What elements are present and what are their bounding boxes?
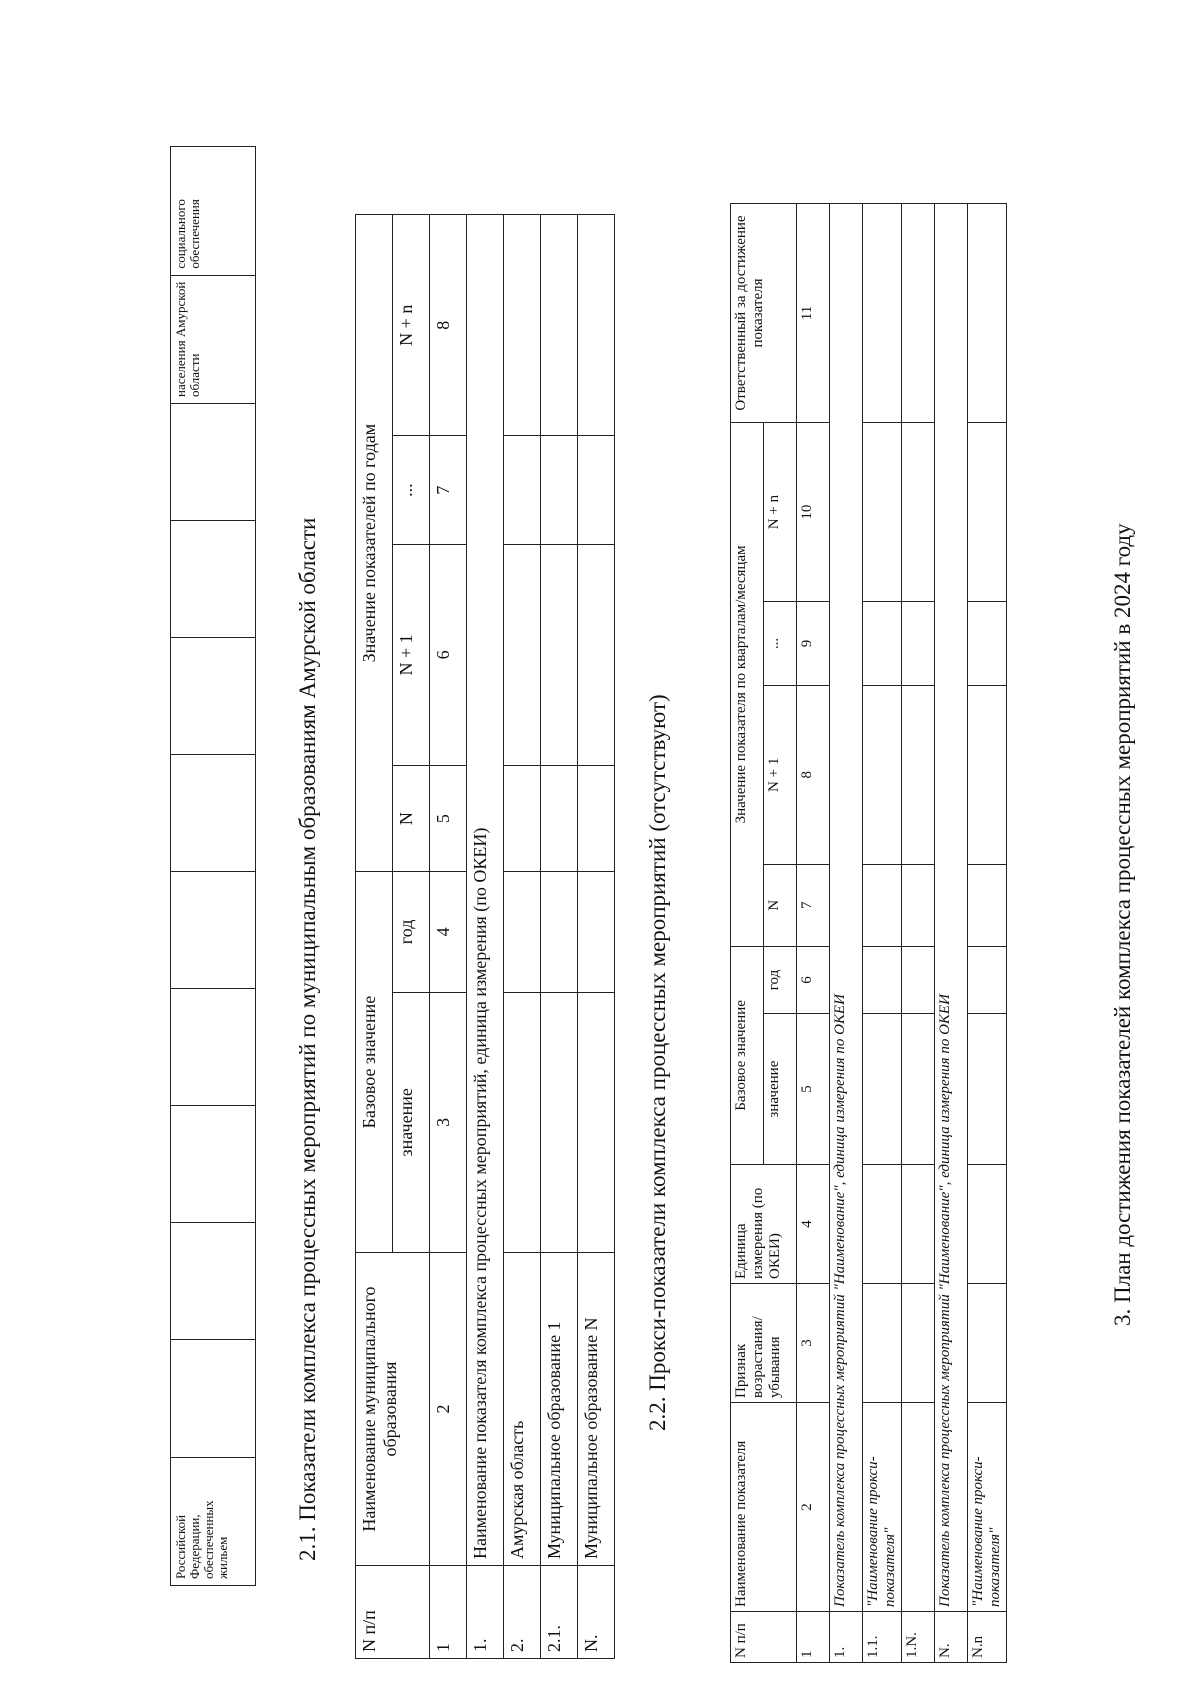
row-text: "Наименование прокси-показателя" (863, 1403, 902, 1612)
header-base-year: год (764, 946, 797, 1013)
header-num: N п/п (731, 1612, 797, 1663)
header-n: N (764, 864, 797, 946)
index-cell: 4 (797, 1165, 830, 1284)
section-2-1-title: 2.1. Показатели комплекса процессных мероприятий по муниципальным образованиям Амурской области (295, 517, 320, 1561)
row-text: Муниципальное образование N (578, 1253, 615, 1566)
header-sign: Признак возрастания/ убывания (731, 1284, 797, 1403)
table-cell (171, 1340, 256, 1457)
index-row (430, 215, 467, 1659)
row-text (902, 1403, 935, 1612)
table-cell: социального обеспечения (171, 147, 256, 276)
row-text: "Наименование прокси-показателя" (968, 1403, 1007, 1612)
index-row (797, 204, 830, 1663)
index-cell: 3 (797, 1284, 830, 1403)
index-cell: 7 (797, 864, 830, 946)
row-num: 1.N. (902, 1612, 935, 1663)
table-header-row (731, 204, 764, 1663)
row-text: Наименование показателя комплекса процессных мероприятий, единица измерения (по ОКЕИ) (467, 215, 504, 1566)
table-row (968, 204, 1007, 1663)
row-num: 1.1. (863, 1612, 902, 1663)
row-num: 1. (830, 1612, 863, 1663)
header-nn: N + n (393, 215, 430, 436)
table-cell (171, 638, 256, 755)
table-cell (171, 989, 256, 1106)
header-name: Наименование показателя (731, 1403, 797, 1612)
header-nn: N + n (764, 423, 797, 602)
index-cell: 1 (797, 1612, 830, 1663)
table-row (578, 215, 615, 1659)
row-num: N. (935, 1612, 968, 1663)
header-dots: ... (393, 436, 430, 544)
header-base-value: значение (764, 1014, 797, 1165)
header-n: N (393, 766, 430, 872)
index-cell: 7 (430, 436, 467, 544)
previous-table-fragment (170, 146, 256, 1586)
index-cell: 11 (797, 204, 830, 423)
table-cell (171, 404, 256, 521)
row-text: Амурская область (504, 1253, 541, 1566)
table-2-1 (355, 214, 615, 1659)
row-num: 1. (467, 1566, 504, 1659)
header-base-year: год (393, 872, 430, 992)
table-cell (171, 1106, 256, 1223)
header-num: N п/п (356, 1566, 430, 1659)
table-cell (171, 1223, 256, 1340)
index-cell: 6 (797, 946, 830, 1013)
index-cell: 4 (430, 872, 467, 992)
row-span-text: Показатель комплекса процессных мероприятий "Наименование", единица измерения по ОКЕИ (830, 204, 863, 1612)
table-cell (171, 872, 256, 989)
table-row (935, 204, 968, 1663)
index-cell: 10 (797, 423, 830, 602)
section-3-title: 3. План достижения показателей комплекса процессных мероприятий в 2024 году (1110, 523, 1135, 1326)
index-cell: 8 (430, 215, 467, 436)
table-row (902, 204, 935, 1663)
header-base-value: значение (393, 992, 430, 1252)
header-name: Наименование муниципального образования (356, 1253, 430, 1566)
header-unit: Единица измерения (по ОКЕИ) (731, 1165, 797, 1284)
index-cell: 1 (430, 1566, 467, 1659)
header-by-years: Значение показателей по годам (356, 215, 393, 872)
index-cell: 3 (430, 992, 467, 1252)
index-cell: 9 (797, 602, 830, 686)
table-2-2 (730, 203, 1007, 1663)
header-base: Базовое значение (731, 946, 764, 1164)
index-cell: 6 (430, 544, 467, 765)
index-cell: 2 (797, 1403, 830, 1612)
row-num: N. (578, 1566, 615, 1659)
table-row (467, 215, 504, 1659)
index-cell: 5 (797, 1014, 830, 1165)
index-cell: 5 (430, 766, 467, 872)
table-row (504, 215, 541, 1659)
table-cell: Российской Федерации, обеспеченных жильем (171, 1457, 256, 1585)
table-row (541, 215, 578, 1659)
row-num: N.n (968, 1612, 1007, 1663)
table-row (863, 204, 902, 1663)
table-cell (171, 755, 256, 872)
header-by-period: Значение показателя по кварталам/месяцам (731, 423, 764, 947)
index-cell: 2 (430, 1253, 467, 1566)
row-num: 2. (504, 1566, 541, 1659)
row-text: Муниципальное образование 1 (541, 1253, 578, 1566)
row-num: 2.1. (541, 1566, 578, 1659)
header-n1: N + 1 (393, 544, 430, 765)
section-2-2-title: 2.2. Прокси-показатели комплекса процессных мероприятий (отсутствуют) (645, 694, 670, 1431)
header-base: Базовое значение (356, 872, 393, 1253)
header-dots: ... (764, 602, 797, 686)
table-row (171, 147, 256, 1586)
header-n1: N + 1 (764, 685, 797, 864)
header-responsible: Ответственный за достижение показателя (731, 204, 797, 423)
table-header-row (356, 215, 393, 1659)
table-row (830, 204, 863, 1663)
table-cell: населения Амурской области (171, 275, 256, 403)
table-cell (171, 521, 256, 638)
index-cell: 8 (797, 685, 830, 864)
row-span-text: Показатель комплекса процессных мероприятий "Наименование", единица измерения по ОКЕИ (935, 204, 968, 1612)
